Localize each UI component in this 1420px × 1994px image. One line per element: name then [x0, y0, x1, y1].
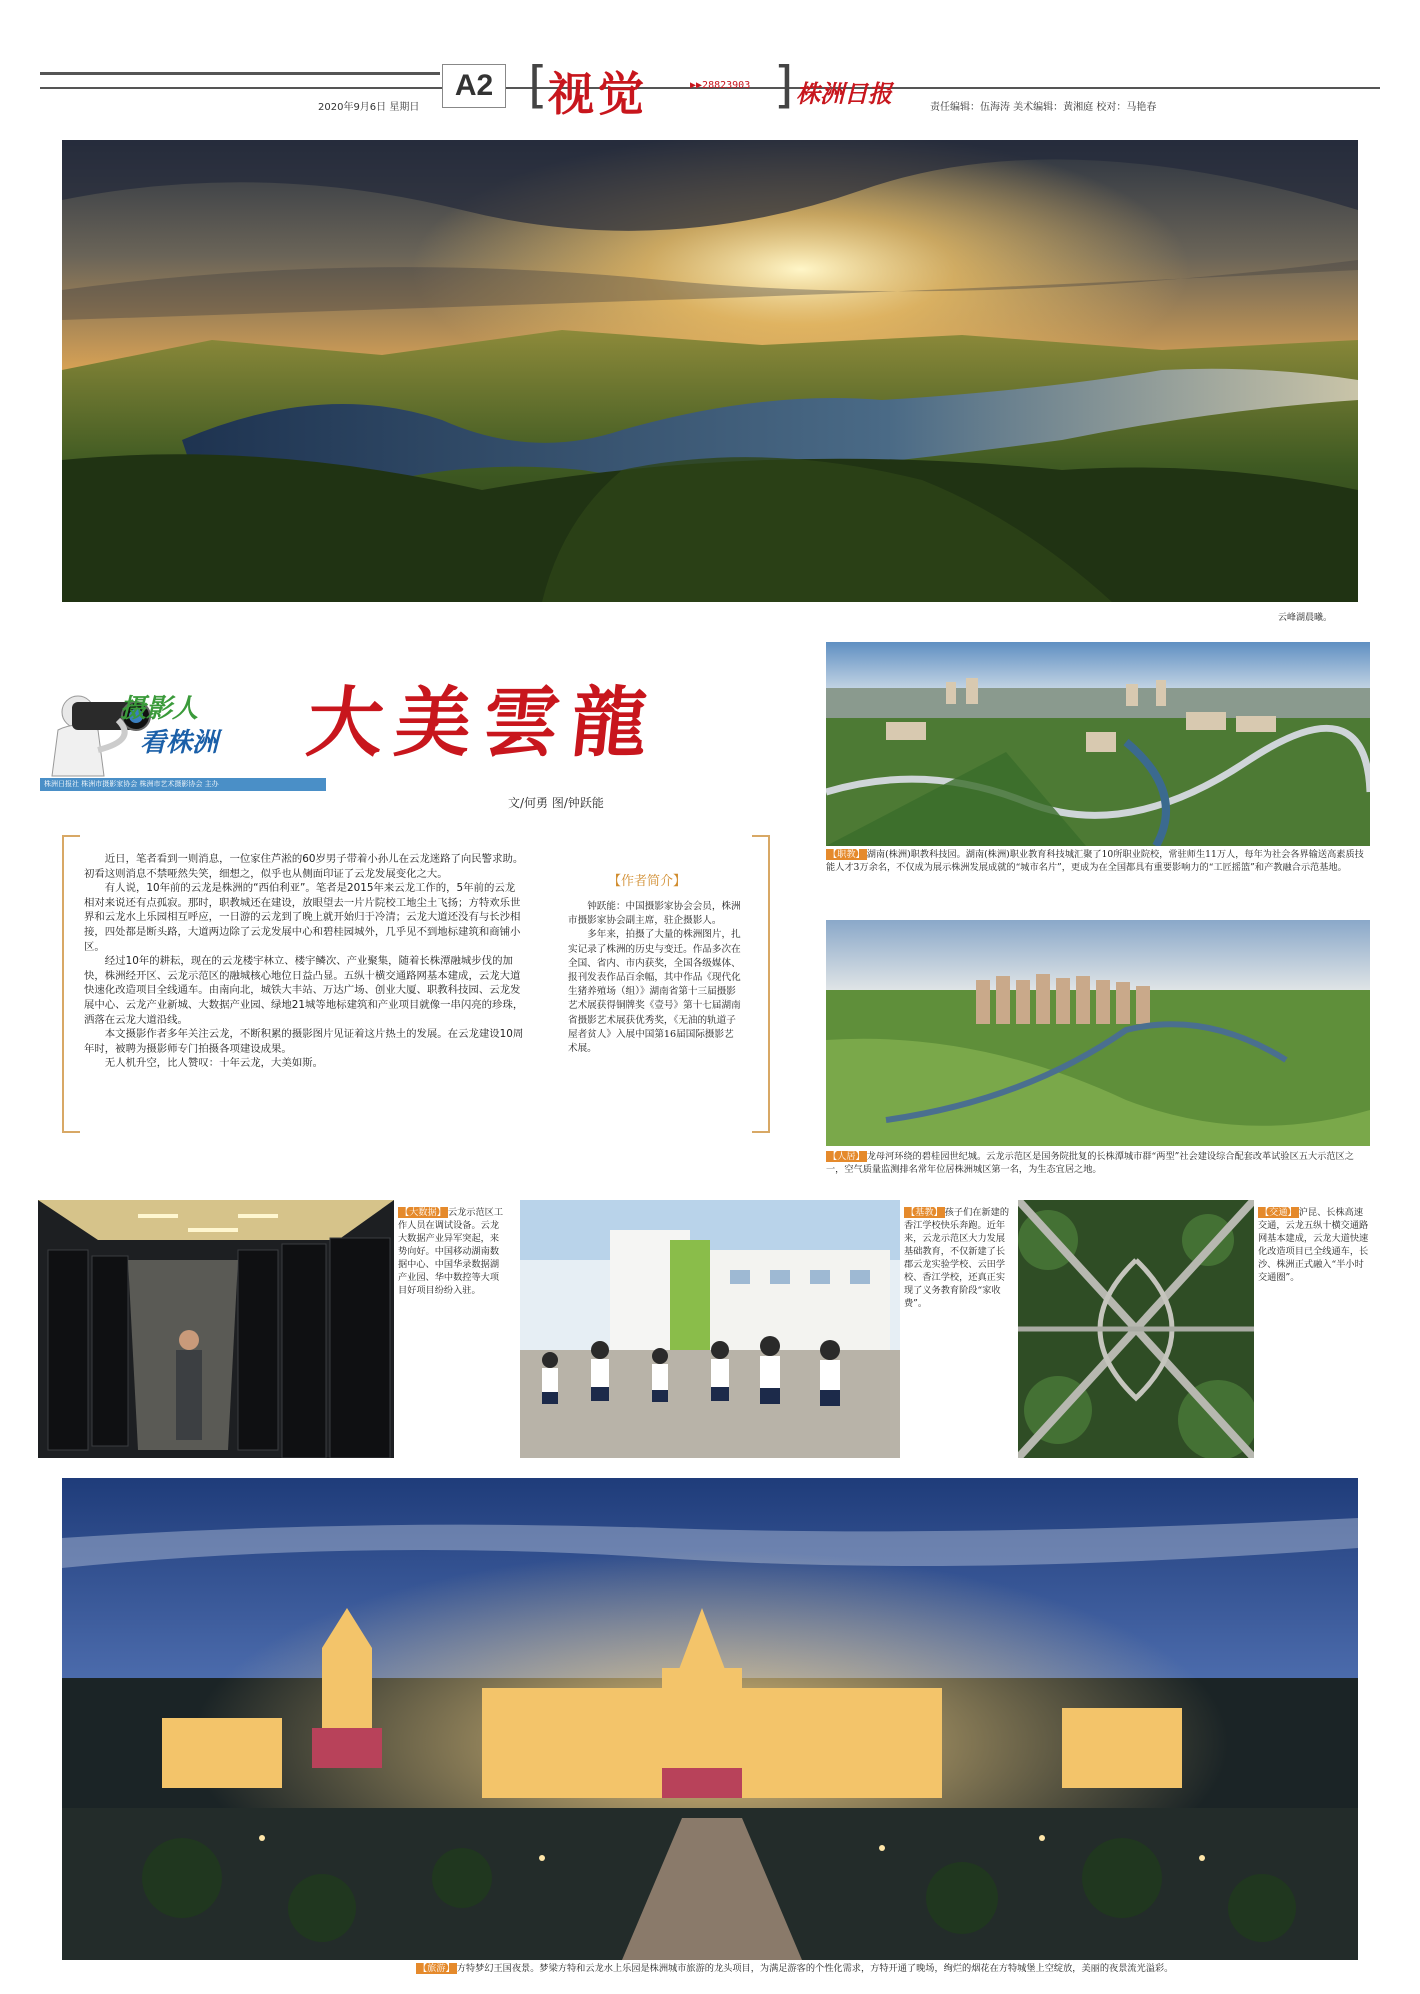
- masthead-logo: 株洲日报: [796, 79, 892, 108]
- title-bracket-right: ]: [774, 56, 794, 114]
- column-logo-line2: 看株洲: [140, 728, 219, 758]
- caption-tag: 【旅游】: [418, 1963, 455, 1974]
- caption-traffic: [1258, 1206, 1370, 1284]
- caption-tag: 【大数据】: [400, 1207, 446, 1218]
- article-title: 大美雲龍: [302, 678, 665, 767]
- hero-photo-lake-sunrise: [62, 140, 1358, 602]
- caption-text: 云龙示范区工作人员在调试设备。云龙大数据产业异军突起，来势向好。中国移动湖南数据中心、中国华录数据湖产业园、华中数控等大项目好项目纷纷入驻。: [398, 1207, 504, 1296]
- photo-data-center: [38, 1200, 394, 1458]
- organizers-banner: 株洲日报社 株洲市摄影家协会 株洲市艺术摄影协会 主办: [40, 778, 326, 791]
- article-byline: 文/何勇 图/钟跃能: [508, 796, 604, 810]
- editor-credits: 责任编辑：伍海涛 美术编辑：黄湘庭 校对：马艳春: [930, 102, 1157, 113]
- caption-tourism: [416, 1962, 1376, 1975]
- caption-tag: 【交通】: [1260, 1207, 1297, 1218]
- caption-text: 沪昆、长株高速交通，云龙五纵十横交通路网基本建成，云龙大道快速化改造项目已全线通车，长沙、株洲正式融入“半小时交通圈”。: [1258, 1207, 1369, 1283]
- photo-theme-park-night: [62, 1478, 1358, 1960]
- photo-vocational-park: [826, 642, 1370, 846]
- article-frame-right: [752, 835, 770, 1133]
- article-body: [84, 852, 524, 1071]
- photo-residential-city: [826, 920, 1370, 1146]
- caption-livable: [826, 1150, 1370, 1176]
- issue-date: 2020年9月6日 星期日: [318, 102, 420, 113]
- title-bracket-left: [: [528, 56, 548, 114]
- author-intro-heading: 【作者简介】: [608, 874, 687, 889]
- article-paragraph: 经过10年的耕耘，现在的云龙楼宇林立、楼宇鳞次、产业聚集，随着长株潭融城步伐的加快，株洲经开区、云龙示范区的融城核心地位日益凸显。五纵十横交通路网基本建成，云龙大道快速化改造项目全线通车。由南向北，城铁大丰站、万达广场、创业大厦、职教科技园、云龙发展中心、云龙产业新城、大数据产业园、绿地21城等地标建筑和产业项目就像一串闪亮的珍珠，洒落在云龙大道沿线。: [84, 955, 524, 1026]
- caption-text: 孩子们在新建的香江学校快乐奔跑。近年来，云龙示范区大力发展基础教育，不仅新建了长郡云龙实验学校、云田学校、香江学校，还真正实现了义务教育阶段“家收费”。: [904, 1207, 1010, 1309]
- caption-vocational: [826, 848, 1370, 874]
- caption-text: 湖南(株洲)职教科技园。湖南(株洲)职业教育科技城汇聚了10所职业院校，常驻师生11万人，每年为社会各界输送高素质技能人才3万余名，不仅成为展示株洲发展成就的“城市名片”，更成为在全国都具有重要影响力的“工匠摇篮”和产教融合示范基地。: [826, 849, 1364, 873]
- caption-tag: 【人居】: [828, 1151, 865, 1162]
- caption-education: [904, 1206, 1014, 1310]
- author-intro-paragraph: 多年来，拍摄了大量的株洲图片，扎实记录了株洲的历史与变迁。作品多次在全国、省内、市内获奖，全国各级媒体、报刊发表作品百余幅，其中作品《现代化生猪养殖场（组）》湖南省第十三届摄影艺术展获得铜牌奖《壹号》第十七届湖南省摄影艺术展获优秀奖，《无油的轨道子屋者贫人》入展中国第16届国际摄影艺术展。: [568, 929, 741, 1055]
- author-intro-body: [568, 900, 742, 1056]
- author-intro-paragraph: 钟跃能：中国摄影家协会会员，株洲市摄影家协会副主席，驻企摄影人。: [568, 901, 741, 927]
- article-paragraph: 近日，笔者看到一则消息，一位家住芦淞的60岁男子带着小孙儿在云龙迷路了向民警求助。初看这则消息不禁哑然失笑，细想之，似乎也从侧面印证了云龙发展变化之大。: [84, 853, 524, 880]
- article-frame-left: [62, 835, 80, 1133]
- caption-bigdata: [398, 1206, 508, 1297]
- caption-tag: 【基教】: [906, 1207, 943, 1218]
- header-rule-top: [40, 72, 440, 75]
- page-code: A2: [442, 64, 506, 108]
- hotline: ▶▶28823903: [690, 80, 751, 91]
- caption-text: 龙母河环绕的碧桂园世纪城。云龙示范区是国务院批复的长株潭城市群“两型”社会建设综合配套改革试验区五大示范区之一，空气质量监测排名常年位居株洲城区第一名，为生态宜居之地。: [826, 1151, 1354, 1175]
- photo-school-children: [520, 1200, 900, 1458]
- section-title: 视觉: [548, 67, 648, 121]
- article-paragraph: 无人机升空，比人赞叹：十年云龙，大美如斯。: [104, 1057, 323, 1070]
- column-logo-line1: 摄影人: [120, 694, 199, 724]
- caption-tag: 【职教】: [828, 849, 865, 860]
- hero-caption: 云峰湖晨曦。: [1278, 613, 1333, 623]
- article-paragraph: 本文摄影作者多年关注云龙，不断积累的摄影图片见证着这片热土的发展。在云龙建设10周年时，被聘为摄影师专门拍摄各项建设成果。: [84, 1028, 524, 1055]
- hotline-number: 28823903: [702, 80, 751, 91]
- photo-highway-interchange: [1018, 1200, 1254, 1458]
- caption-text: 方特梦幻王国夜景。梦梁方特和云龙水上乐园是株洲城市旅游的龙头项目，为满足游客的个性化需求，方特开通了晚场，绚烂的烟花在方特城堡上空绽放，美丽的夜景流光溢彩。: [456, 1963, 1174, 1974]
- article-paragraph: 有人说，10年前的云龙是株洲的“西伯利亚”。笔者是2015年来云龙工作的，5年前的云龙相对来说还有点孤寂。那时，职教城还在建设，放眼望去一片片院校工地尘土飞扬；方特欢乐世界和云龙水上乐园相互呼应，一日游的云龙到了晚上就开始归于冷清；云龙大道还没有与长沙相接，四处都是断头路，大道两边除了云龙发展中心和碧桂园城外，几乎见不到地标建筑和商铺小区。: [84, 882, 521, 953]
